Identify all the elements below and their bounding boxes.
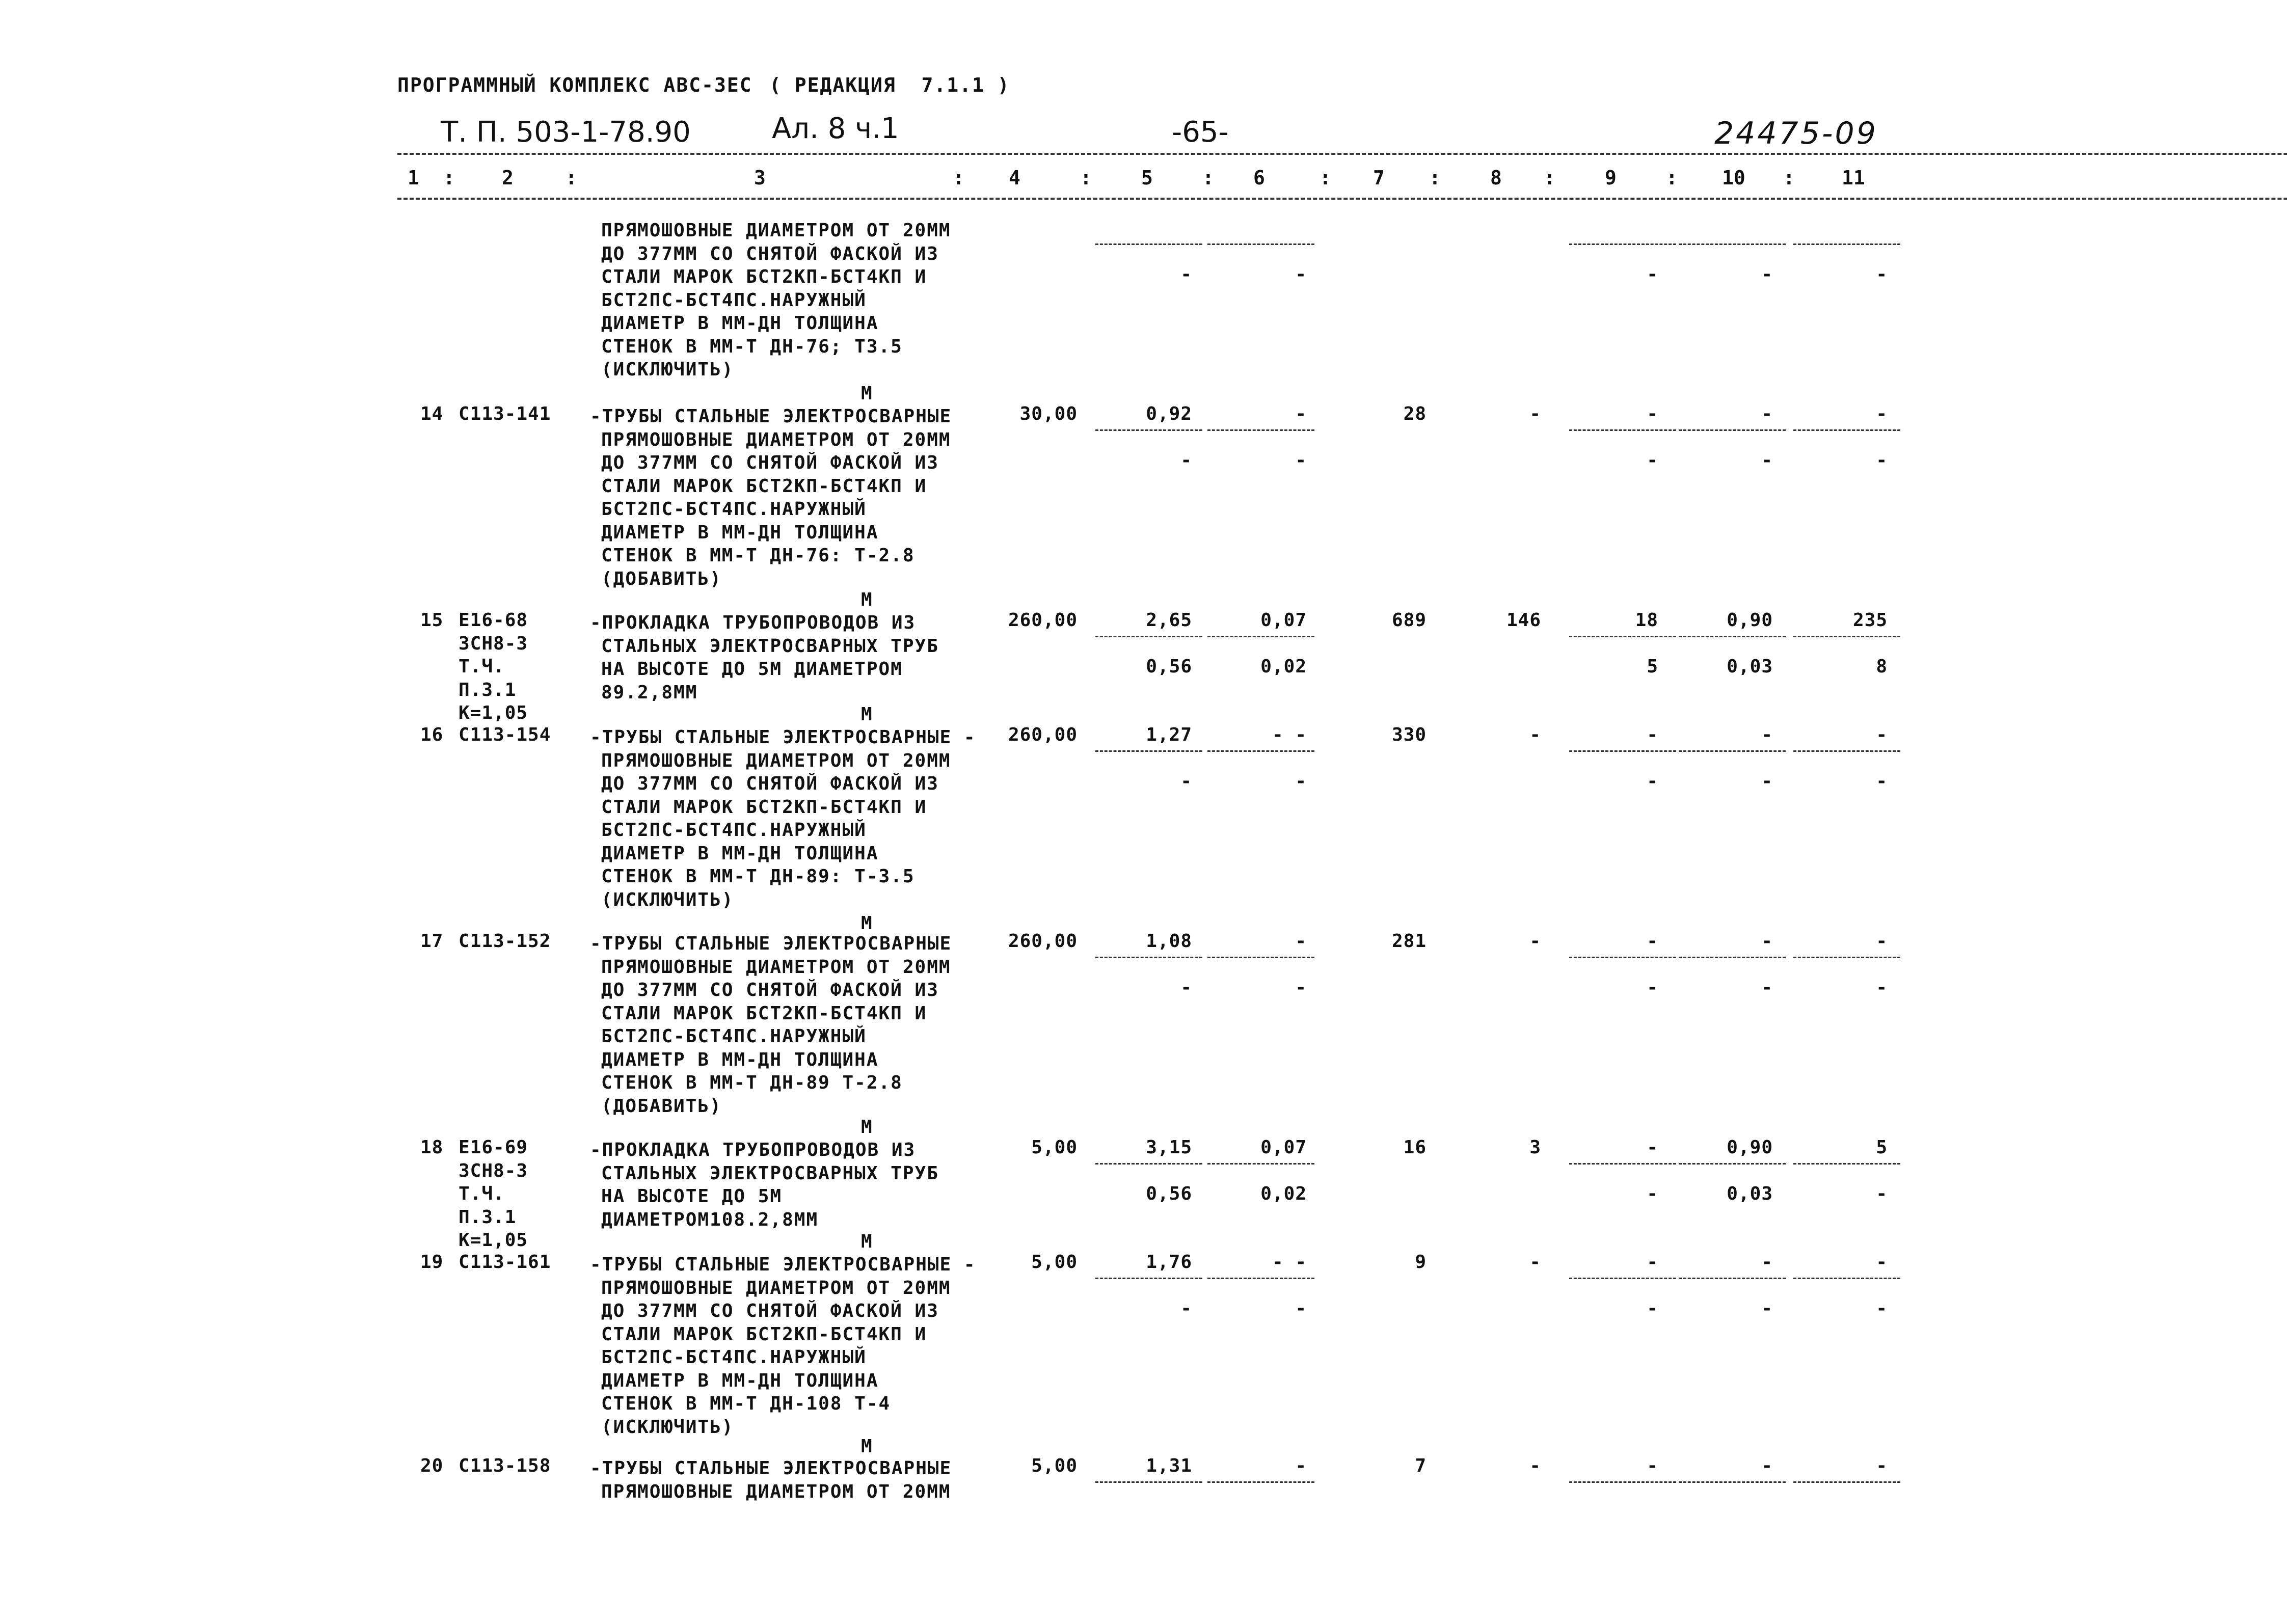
value-c7: 689 [1391, 610, 1427, 631]
row-code: П.3.1 [459, 1206, 517, 1228]
program-edition: ( РЕДАКЦИЯ 7.1.1 ) [769, 74, 1010, 96]
row-description-line: БСТ2ПС-БСТ4ПС.НАРУЖНЫЙ [601, 289, 867, 311]
row-description-line: -ПРОКЛАДКА ТРУБОПРОВОДОВ ИЗ [590, 1140, 916, 1160]
column-separator: : [1429, 167, 1441, 189]
row-description-line: НА ВЫСОТЕ ДО 5М [601, 1186, 783, 1207]
row-description-line: ДИАМЕТР В ММ-ДН ТОЛЩИНА [601, 313, 879, 334]
value-c5-secondary: - [1180, 771, 1192, 792]
value-divider [1679, 429, 1786, 431]
value-c11-secondary: 8 [1876, 656, 1888, 677]
row-description-line: БСТ2ПС-БСТ4ПС.НАРУЖНЫЙ [601, 1347, 867, 1368]
value-c11: - [1876, 931, 1888, 952]
value-divider [1095, 1163, 1202, 1165]
value-c9-secondary: - [1647, 1298, 1658, 1319]
value-c7: 281 [1391, 931, 1427, 952]
value-c6-secondary: - [1295, 450, 1307, 471]
row-code: Е16-68 [459, 610, 528, 631]
value-divider [1679, 1278, 1786, 1279]
value-c5: 1,31 [1146, 1455, 1192, 1476]
value-c4: 5,00 [1031, 1455, 1078, 1476]
row-description-line: СТЕНОК В ММ-Т ДН-89 Т-2.8 [601, 1072, 903, 1093]
row-description-line: 89.2,8ММ [601, 682, 698, 703]
value-c6: - [1295, 403, 1307, 424]
value-c11: - [1876, 724, 1888, 745]
value-c5: 1,27 [1146, 724, 1192, 745]
row-description-line: ДО 377ММ СО СНЯТОЙ ФАСКОЙ ИЗ [601, 243, 939, 264]
value-c5: 0,92 [1146, 403, 1192, 424]
column-separator: : [1666, 167, 1678, 189]
value-divider [1793, 750, 1900, 752]
value-c10-secondary: 0,03 [1727, 656, 1773, 677]
value-divider [1095, 750, 1202, 752]
row-description-line: НА ВЫСОТЕ ДО 5М ДИАМЕТРОМ [601, 659, 903, 680]
row-description-line: СТАЛИ МАРОК БСТ2КП-БСТ4КП И [601, 796, 927, 818]
value-divider [1679, 957, 1786, 958]
row-description-line: -ТРУБЫ СТАЛЬНЫЕ ЭЛЕКТРОСВАРНЫЕ [590, 933, 952, 954]
value-c9: 18 [1635, 610, 1658, 631]
value-c6: - [1295, 1455, 1307, 1476]
row-code: Е16-69 [459, 1137, 528, 1158]
row-description-line: ДИАМЕТР В ММ-ДН ТОЛЩИНА [601, 843, 879, 864]
row-number: 16 [420, 724, 444, 745]
value-divider [1207, 957, 1314, 958]
row-description-line: -ТРУБЫ СТАЛЬНЫЕ ЭЛЕКТРОСВАРНЫЕ [590, 1458, 952, 1479]
row-code: Т.Ч. [459, 1183, 505, 1204]
column-separator: : [1080, 167, 1092, 189]
value-c6-secondary: 0,02 [1260, 656, 1307, 677]
value-divider [1207, 636, 1314, 637]
value-divider [1095, 243, 1202, 245]
value-divider [1569, 750, 1676, 752]
row-code: П.3.1 [459, 679, 517, 700]
row-description-line: СТЕНОК В ММ-Т ДН-76; Т3.5 [601, 336, 903, 357]
value-c11: - [1876, 1455, 1888, 1476]
value-divider [1793, 957, 1900, 958]
value-c9: - [1647, 1455, 1658, 1476]
row-number: 20 [420, 1455, 444, 1476]
row-code: С113-158 [459, 1455, 551, 1476]
value-divider [1095, 1278, 1202, 1279]
value-c8: - [1529, 724, 1541, 745]
row-description-line: -ТРУБЫ СТАЛЬНЫЕ ЭЛЕКТРОСВАРНЫЕ [590, 406, 952, 427]
value-c8: - [1529, 403, 1541, 424]
unit-marker: М [861, 704, 873, 725]
column-header-2: 2 [502, 167, 514, 189]
value-c8: - [1529, 1455, 1541, 1476]
value-c5-secondary: - [1180, 450, 1192, 471]
value-c7: 16 [1403, 1137, 1427, 1158]
column-header-1: 1 [408, 167, 419, 189]
value-c10: - [1761, 1455, 1773, 1476]
value-divider [1793, 243, 1900, 245]
value-c5-secondary: 0,56 [1146, 656, 1192, 677]
value-c9-secondary: - [1647, 771, 1658, 792]
value-c9-secondary: - [1647, 264, 1658, 285]
row-description-line: ДИАМЕТР В ММ-ДН ТОЛЩИНА [601, 1370, 879, 1391]
value-c10-secondary: - [1761, 977, 1773, 998]
value-c10: - [1761, 931, 1773, 952]
column-separator: : [1544, 167, 1555, 189]
value-divider [1569, 1278, 1676, 1279]
value-c6: - - [1272, 1252, 1307, 1273]
row-description-line: СТЕНОК В ММ-Т ДН-76: Т-2.8 [601, 545, 915, 566]
value-c10: - [1761, 1252, 1773, 1273]
column-separator: : [1202, 167, 1214, 189]
value-c11-secondary: - [1876, 450, 1888, 471]
row-number: 19 [420, 1252, 444, 1273]
value-c7: 9 [1415, 1252, 1427, 1273]
value-c6: 0,07 [1260, 1137, 1307, 1158]
value-c4: 5,00 [1031, 1252, 1078, 1273]
value-c5-secondary: 0,56 [1146, 1183, 1192, 1204]
value-c5: 2,65 [1146, 610, 1192, 631]
value-c7: 28 [1403, 403, 1427, 424]
value-c6: 0,07 [1260, 610, 1307, 631]
row-description-line: ДО 377ММ СО СНЯТОЙ ФАСКОЙ ИЗ [601, 980, 939, 1000]
value-divider [1793, 636, 1900, 637]
value-c8: - [1529, 931, 1541, 952]
value-c8: - [1529, 1252, 1541, 1273]
column-header-4: 4 [1009, 167, 1020, 189]
column-header-10: 10 [1722, 167, 1745, 189]
column-header-8: 8 [1490, 167, 1502, 189]
value-divider [1569, 1163, 1676, 1165]
value-c4: 5,00 [1031, 1137, 1078, 1158]
value-c10: 0,90 [1727, 1137, 1773, 1158]
value-c8: 3 [1529, 1137, 1541, 1158]
row-description-line: (ИСКЛЮЧИТЬ) [601, 889, 734, 910]
row-description-line: (ДОБАВИТЬ) [601, 568, 722, 589]
value-c8: 146 [1506, 610, 1541, 631]
row-code: С113-152 [459, 931, 551, 952]
value-divider [1679, 243, 1786, 245]
row-description-line: СТАЛЬНЫХ ЭЛЕКТРОСВАРНЫХ ТРУБ [601, 1162, 939, 1184]
row-description-line: ПРЯМОШОВНЫЕ ДИАМЕТРОМ ОТ 20ММ [601, 750, 951, 771]
value-c10-secondary: - [1761, 264, 1773, 285]
value-divider [1569, 429, 1676, 431]
value-divider [1793, 429, 1900, 431]
value-c11: - [1876, 1252, 1888, 1273]
column-header-7: 7 [1373, 167, 1385, 189]
row-description-line: -ТРУБЫ СТАЛЬНЫЕ ЭЛЕКТРОСВАРНЫЕ - [590, 1254, 976, 1275]
unit-marker: М [861, 913, 873, 934]
row-number: 17 [420, 931, 444, 952]
row-code: С113-161 [459, 1252, 551, 1273]
value-c5-secondary: - [1180, 1298, 1192, 1319]
value-divider [1207, 243, 1314, 245]
column-header-9: 9 [1605, 167, 1617, 189]
value-c10-secondary: - [1761, 1298, 1773, 1319]
value-divider [1207, 1278, 1314, 1279]
value-divider [1207, 1481, 1314, 1483]
row-description-line: СТАЛИ МАРОК БСТ2КП-БСТ4КП И [601, 266, 927, 287]
value-c9-secondary: - [1647, 450, 1658, 471]
value-c6-secondary: 0,02 [1260, 1183, 1307, 1204]
value-c11-secondary: - [1876, 264, 1888, 285]
value-divider [1569, 957, 1676, 958]
value-c4: 260,00 [1008, 931, 1078, 952]
unit-marker: М [861, 1231, 873, 1252]
value-divider [1679, 1481, 1786, 1483]
row-number: 18 [420, 1137, 444, 1158]
page-number: -65- [1172, 116, 1229, 149]
value-c11-secondary: - [1876, 771, 1888, 792]
row-description-line: СТЕНОК В ММ-Т ДН-89: Т-3.5 [601, 866, 915, 887]
value-divider [1793, 1278, 1900, 1279]
column-header-6: 6 [1253, 167, 1265, 189]
row-code: Т.Ч. [459, 656, 505, 677]
row-description-line: СТЕНОК В ММ-Т ДН-108 Т-4 [601, 1393, 891, 1414]
value-divider [1569, 1481, 1676, 1483]
value-c10: 0,90 [1727, 610, 1773, 631]
header-rule-bottom [397, 198, 2287, 200]
header-rule-top [397, 153, 2287, 155]
value-c11-secondary: - [1876, 1298, 1888, 1319]
column-header-11: 11 [1842, 167, 1865, 189]
row-description-line: БСТ2ПС-БСТ4ПС.НАРУЖНЫЙ [601, 820, 867, 841]
row-description-line: СТАЛИ МАРОК БСТ2КП-БСТ4КП И [601, 475, 927, 497]
value-c9: - [1647, 403, 1658, 424]
row-code: С113-141 [459, 403, 551, 424]
row-number: 15 [420, 610, 444, 631]
value-divider [1095, 1481, 1202, 1483]
value-divider [1679, 1163, 1786, 1165]
value-c5-secondary: - [1180, 977, 1192, 998]
row-number: 14 [420, 403, 444, 424]
value-c9-secondary: 5 [1647, 656, 1658, 677]
value-divider [1569, 243, 1676, 245]
value-divider [1679, 750, 1786, 752]
album-reference: Ал. 8 ч.1 [772, 112, 899, 145]
value-divider [1095, 636, 1202, 637]
row-code: ЗСН8-3 [459, 633, 528, 654]
row-description-line: СТАЛИ МАРОК БСТ2КП-БСТ4КП И [601, 1323, 927, 1345]
value-c11-secondary: - [1876, 1183, 1888, 1204]
column-separator: : [566, 167, 577, 189]
column-header-3: 3 [754, 167, 766, 189]
row-description-line: (ИСКЛЮЧИТЬ) [601, 359, 734, 380]
value-c6-secondary: - [1295, 977, 1307, 998]
value-c9-secondary: - [1647, 977, 1658, 998]
value-c10-secondary: - [1761, 450, 1773, 471]
row-code: К=1,05 [459, 702, 528, 723]
row-description-line: ДО 377ММ СО СНЯТОЙ ФАСКОЙ ИЗ [601, 773, 939, 794]
row-description-line: ДИАМЕТР В ММ-ДН ТОЛЩИНА [601, 522, 879, 543]
program-title: ПРОГРАММНЫЙ КОМПЛЕКС АВС-3ЕС [397, 74, 752, 96]
unit-marker: М [861, 589, 873, 610]
value-c5: 3,15 [1146, 1137, 1192, 1158]
value-c11: 235 [1852, 610, 1888, 631]
row-description-line: БСТ2ПС-БСТ4ПС.НАРУЖНЫЙ [601, 499, 867, 520]
value-c10-secondary: 0,03 [1727, 1183, 1773, 1204]
column-separator: : [443, 167, 455, 189]
value-c6: - [1295, 931, 1307, 952]
unit-marker: М [861, 383, 873, 404]
value-c11: - [1876, 403, 1888, 424]
column-separator: : [1783, 167, 1795, 189]
row-description-line: ДО 377ММ СО СНЯТОЙ ФАСКОЙ ИЗ [601, 452, 939, 473]
value-c7: 7 [1415, 1455, 1427, 1476]
row-description-line: ДИАМЕТР В ММ-ДН ТОЛЩИНА [601, 1049, 879, 1070]
value-c6-secondary: - [1295, 264, 1307, 285]
row-description-line: СТАЛЬНЫХ ЭЛЕКТРОСВАРНЫХ ТРУБ [601, 635, 939, 657]
value-c10: - [1761, 403, 1773, 424]
row-description-line: ПРЯМОШОВНЫЕ ДИАМЕТРОМ ОТ 20ММ [601, 429, 951, 450]
row-description-line: (ИСКЛЮЧИТЬ) [601, 1416, 734, 1438]
value-c4: 260,00 [1008, 724, 1078, 745]
row-description-line: СТАЛИ МАРОК БСТ2КП-БСТ4КП И [601, 1003, 927, 1024]
row-description-line: -ТРУБЫ СТАЛЬНЫЕ ЭЛЕКТРОСВАРНЫЕ - [590, 727, 976, 748]
value-c5: 1,08 [1146, 931, 1192, 952]
value-divider [1095, 429, 1202, 431]
row-description-line: ПРЯМОШОВНЫЕ ДИАМЕТРОМ ОТ 20ММ [601, 1481, 951, 1502]
value-c11-secondary: - [1876, 977, 1888, 998]
sheet-number: 24475-09 [1714, 116, 1878, 151]
row-description-line: -ПРОКЛАДКА ТРУБОПРОВОДОВ ИЗ [590, 612, 916, 633]
value-c4: 260,00 [1008, 610, 1078, 631]
value-c6-secondary: - [1295, 1298, 1307, 1319]
value-divider [1679, 636, 1786, 637]
unit-marker: М [861, 1436, 873, 1457]
value-divider [1207, 429, 1314, 431]
value-divider [1207, 1163, 1314, 1165]
value-c6: - - [1272, 724, 1307, 745]
value-divider [1095, 957, 1202, 958]
value-c10-secondary: - [1761, 771, 1773, 792]
row-code: С113-154 [459, 724, 551, 745]
value-divider [1569, 636, 1676, 637]
document-reference: Т. П. 503-1-78.90 [441, 116, 691, 149]
value-divider [1793, 1163, 1900, 1165]
row-description-line: ПРЯМОШОВНЫЕ ДИАМЕТРОМ ОТ 20ММ [601, 956, 951, 978]
row-description-line: ПРЯМОШОВНЫЕ ДИАМЕТРОМ ОТ 20ММ [601, 220, 951, 241]
row-code: ЗСН8-3 [459, 1160, 528, 1181]
unit-marker: М [861, 1117, 873, 1138]
row-description-line: БСТ2ПС-БСТ4ПС.НАРУЖНЫЙ [601, 1026, 867, 1047]
value-c9: - [1647, 1252, 1658, 1273]
row-description-line: ПРЯМОШОВНЫЕ ДИАМЕТРОМ ОТ 20ММ [601, 1277, 951, 1298]
row-description-line: ДИАМЕТРОМ108.2,8ММ [601, 1209, 819, 1230]
column-header-5: 5 [1141, 167, 1153, 189]
value-c5: 1,76 [1146, 1252, 1192, 1273]
column-separator: : [1320, 167, 1331, 189]
value-c6-secondary: - [1295, 771, 1307, 792]
value-c5-secondary: - [1180, 264, 1192, 285]
value-c9: - [1647, 724, 1658, 745]
value-c9: - [1647, 931, 1658, 952]
value-c7: 330 [1391, 724, 1427, 745]
value-c9: - [1647, 1137, 1658, 1158]
value-c4: 30,00 [1019, 403, 1078, 424]
column-separator: : [953, 167, 964, 189]
row-description-line: (ДОБАВИТЬ) [601, 1095, 722, 1117]
value-c10: - [1761, 724, 1773, 745]
value-divider [1793, 1481, 1900, 1483]
row-description-line: ДО 377ММ СО СНЯТОЙ ФАСКОЙ ИЗ [601, 1301, 939, 1321]
value-c11: 5 [1876, 1137, 1888, 1158]
row-code: К=1,05 [459, 1230, 528, 1251]
value-c9-secondary: - [1647, 1183, 1658, 1204]
value-divider [1207, 750, 1314, 752]
